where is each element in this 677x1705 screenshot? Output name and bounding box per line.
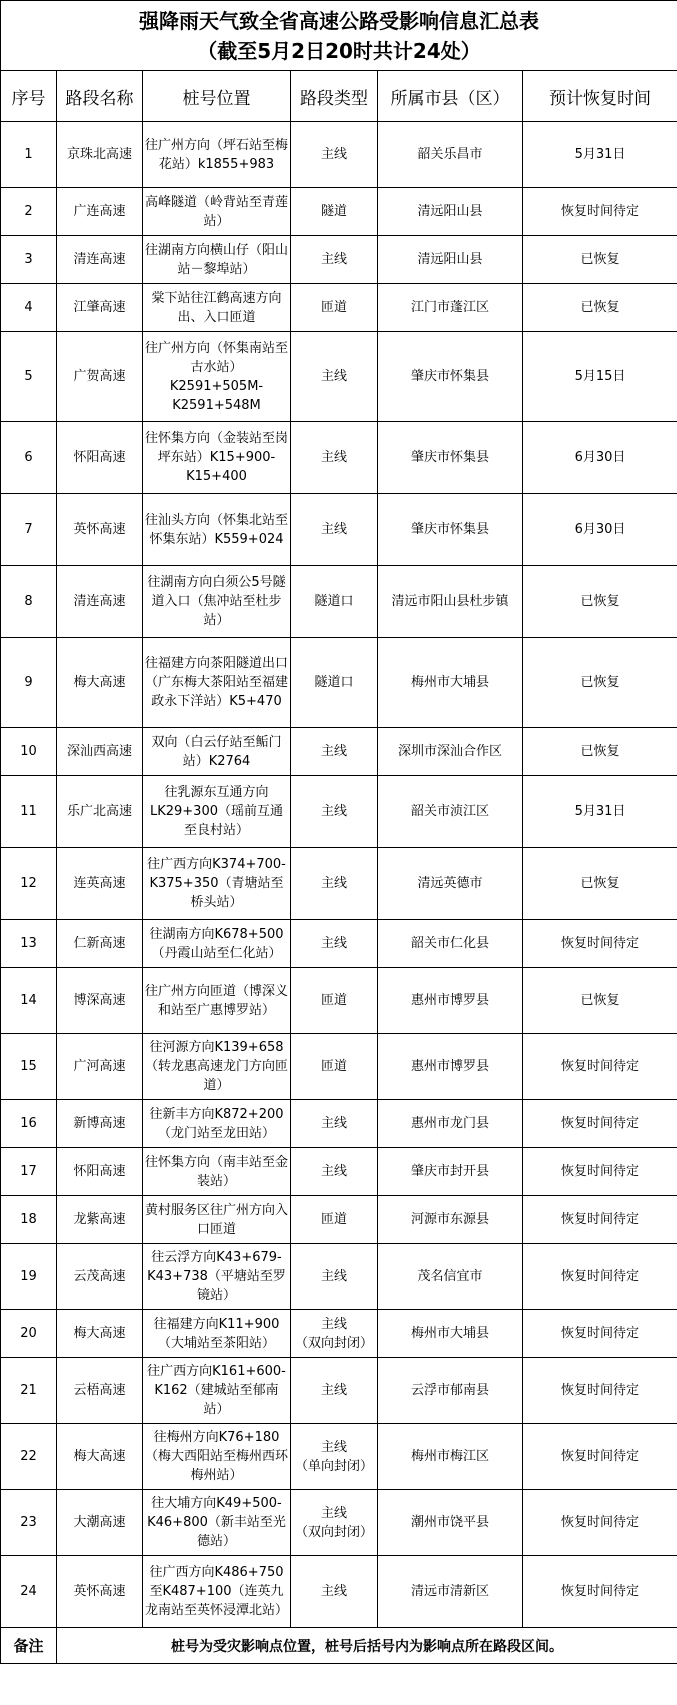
pile-location: 往新丰方向K872+200（龙门站至龙田站） [143,1100,291,1148]
recovery-time: 恢复时间待定 [523,1358,677,1424]
table-row [1,236,677,284]
pile-location: 往湖南方向白须公5号隧道入口（焦冲站至杜步站） [143,566,291,638]
road-type [291,728,378,776]
road-name: 梅大高速 [57,1310,143,1358]
recovery-time: 已恢复 [523,284,677,332]
city-county: 肇庆市怀集县 [378,494,523,566]
road-type-main: 主线 [320,1316,347,1332]
road-type-main: 主线 [320,1439,347,1455]
road-type [291,848,378,920]
row-number: 14 [1,968,57,1034]
road-type [291,1424,378,1490]
recovery-time: 恢复时间待定 [523,188,677,236]
row-number: 9 [1,638,57,728]
city-county: 深圳市深汕合作区 [378,728,523,776]
pile-location: 往怀集方向（南丰站至金装站） [143,1148,291,1196]
road-type-main: 主线 [320,1269,347,1284]
row-number: 8 [1,566,57,638]
road-type-closure: （双向封闭） [294,1524,373,1540]
road-name: 江肇高速 [57,284,143,332]
road-type [291,776,378,848]
recovery-time: 恢复时间待定 [523,1244,677,1310]
recovery-time: 恢复时间待定 [523,1100,677,1148]
city-county: 肇庆市封开县 [378,1148,523,1196]
road-type-main: 主线 [320,1383,347,1398]
city-county: 韶关乐昌市 [378,122,523,188]
row-number: 19 [1,1244,57,1310]
recovery-time: 恢复时间待定 [523,1556,677,1628]
road-type [291,332,378,422]
pile-location: 棠下站往江鹤高速方向出、入口匝道 [143,284,291,332]
road-type-closure: （单向封闭） [294,1458,373,1474]
road-type-main: 主线 [320,804,347,819]
road-type [291,1358,378,1424]
pile-location: 往广西方向K374+700-K375+350（青塘站至桥头站） [143,848,291,920]
row-number: 20 [1,1310,57,1358]
road-type [291,638,378,728]
row-number: 17 [1,1148,57,1196]
road-type-main: 主线 [320,936,347,951]
road-type-main: 主线 [320,369,347,384]
road-type [291,236,378,284]
row-number: 5 [1,332,57,422]
table-row [1,968,677,1034]
road-name: 博深高速 [57,968,143,1034]
pile-location: 往广州方向（怀集南站至古水站）K2591+505M-K2591+548M [143,332,291,422]
table-body [1,122,677,1628]
road-type-main: 主线 [320,147,347,162]
road-name: 大潮高速 [57,1490,143,1556]
road-type [291,566,378,638]
recovery-time: 已恢复 [523,566,677,638]
row-number: 21 [1,1358,57,1424]
recovery-time: 已恢复 [523,728,677,776]
recovery-time: 5月31日 [523,122,677,188]
road-type [291,494,378,566]
header-eta: 预计恢复时间 [523,71,677,122]
road-name: 乐广北高速 [57,776,143,848]
table-row [1,1196,677,1244]
road-type-main: 匝道 [320,300,347,315]
pile-location: 往云浮方向K43+679-K43+738（平塘站至罗镜站） [143,1244,291,1310]
pile-location: 往广州方向（坪石站至梅花站）k1855+983 [143,122,291,188]
footer-label: 备注 [1,1628,57,1664]
table-row [1,1556,677,1628]
city-county: 肇庆市怀集县 [378,422,523,494]
road-type [291,1034,378,1100]
table-row [1,1310,677,1358]
table-title [1,1,677,71]
city-county: 江门市蓬江区 [378,284,523,332]
pile-location: 高峰隧道（岭背站至青莲站） [143,188,291,236]
road-type [291,284,378,332]
table-row [1,1490,677,1556]
row-number: 12 [1,848,57,920]
road-name: 京珠北高速 [57,122,143,188]
table-row [1,776,677,848]
table-row [1,728,677,776]
title-line-2: （截至5月2日20时共计24处） [197,38,481,63]
row-number: 6 [1,422,57,494]
road-name: 怀阳高速 [57,422,143,494]
road-name: 怀阳高速 [57,1148,143,1196]
road-type [291,122,378,188]
pile-location: 往湖南方向横山仔（阳山站－黎埠站） [143,236,291,284]
recovery-time: 恢复时间待定 [523,1196,677,1244]
pile-location: 往广州方向匝道（博深义和站至广惠博罗站） [143,968,291,1034]
road-type [291,1490,378,1556]
header-location: 桩号位置 [143,71,291,122]
recovery-time: 6月30日 [523,494,677,566]
city-county: 潮州市饶平县 [378,1490,523,1556]
city-county: 惠州市龙门县 [378,1100,523,1148]
road-type-main: 主线 [320,1116,347,1131]
recovery-time: 恢复时间待定 [523,1034,677,1100]
table-row [1,422,677,494]
table-row [1,188,677,236]
city-county: 惠州市博罗县 [378,968,523,1034]
row-number: 11 [1,776,57,848]
road-name: 深汕西高速 [57,728,143,776]
road-type-main: 主线 [320,450,347,465]
city-county: 韶关市浈江区 [378,776,523,848]
row-number: 10 [1,728,57,776]
pile-location: 往乳源东互通方向LK29+300（瑶前互通至良村站） [143,776,291,848]
city-county: 河源市东源县 [378,1196,523,1244]
pile-location: 往怀集方向（金装站至岗坪东站）K15+900-K15+400 [143,422,291,494]
table-row [1,1358,677,1424]
road-name: 仁新高速 [57,920,143,968]
row-number: 2 [1,188,57,236]
footer-note: 桩号为受灾影响点位置，桩号后括号内为影响点所在路段区间。 [57,1628,677,1664]
road-type [291,1100,378,1148]
row-number: 1 [1,122,57,188]
road-name: 新博高速 [57,1100,143,1148]
city-county: 清远英德市 [378,848,523,920]
pile-location: 双向（白云仔站至鲘门站）K2764 [143,728,291,776]
road-name: 广贺高速 [57,332,143,422]
pile-location: 往河源方向K139+658（转龙惠高速龙门方向匝道） [143,1034,291,1100]
road-type-main: 主线 [320,522,347,537]
city-county: 惠州市博罗县 [378,1034,523,1100]
pile-location: 黄村服务区往广州方向入口匝道 [143,1196,291,1244]
road-type-closure: （双向封闭） [294,1335,373,1351]
road-type [291,1196,378,1244]
table-row [1,1034,677,1100]
table-row [1,638,677,728]
city-county: 清远市阳山县杜步镇 [378,566,523,638]
recovery-time: 恢复时间待定 [523,1310,677,1358]
road-type [291,968,378,1034]
road-type [291,1148,378,1196]
row-number: 24 [1,1556,57,1628]
city-county: 茂名信宜市 [378,1244,523,1310]
pile-location: 往湖南方向K678+500（丹霞山站至仁化站） [143,920,291,968]
row-number: 13 [1,920,57,968]
header-no: 序号 [1,71,57,122]
row-number: 22 [1,1424,57,1490]
recovery-time: 6月30日 [523,422,677,494]
road-type-main: 匝道 [320,993,347,1008]
pile-location: 往广西方向K161+600-K162（建城站至郁南站） [143,1358,291,1424]
city-county: 清远阳山县 [378,188,523,236]
header-road: 路段名称 [57,71,143,122]
recovery-time: 恢复时间待定 [523,920,677,968]
title-line-1: 强降雨天气致全省高速公路受影响信息汇总表 [139,8,539,33]
table-row [1,494,677,566]
table-row [1,1244,677,1310]
city-county: 肇庆市怀集县 [378,332,523,422]
pile-location: 往大埔方向K49+500-K46+800（新丰站至光德站） [143,1490,291,1556]
city-county: 云浮市郁南县 [378,1358,523,1424]
table-row [1,1100,677,1148]
row-number: 18 [1,1196,57,1244]
road-name: 龙紫高速 [57,1196,143,1244]
header-city: 所属市县（区） [378,71,523,122]
city-county: 梅州市大埔县 [378,1310,523,1358]
pile-location: 往梅州方向K76+180（梅大西阳站至梅州西环梅州站） [143,1424,291,1490]
recovery-time: 已恢复 [523,236,677,284]
road-type [291,1310,378,1358]
footer-row [1,1628,677,1664]
table-row [1,284,677,332]
table-row [1,122,677,188]
recovery-time: 已恢复 [523,638,677,728]
recovery-time: 恢复时间待定 [523,1424,677,1490]
row-number: 16 [1,1100,57,1148]
row-number: 7 [1,494,57,566]
road-type-main: 主线 [320,1584,347,1599]
road-type [291,920,378,968]
road-type-main: 匝道 [320,1212,347,1227]
header-type: 路段类型 [291,71,378,122]
road-name: 清连高速 [57,236,143,284]
road-name: 清连高速 [57,566,143,638]
table-row [1,848,677,920]
road-name: 英怀高速 [57,494,143,566]
table-row [1,566,677,638]
road-type [291,188,378,236]
city-county: 梅州市梅江区 [378,1424,523,1490]
road-type [291,1556,378,1628]
table-row [1,332,677,422]
road-name: 梅大高速 [57,1424,143,1490]
road-name: 英怀高速 [57,1556,143,1628]
road-type-main: 主线 [320,876,347,891]
recovery-time: 5月15日 [523,332,677,422]
table-row [1,920,677,968]
road-name: 云茂高速 [57,1244,143,1310]
road-name: 广连高速 [57,188,143,236]
road-type-main: 隧道口 [314,675,354,690]
road-type-main: 隧道口 [314,594,354,609]
road-type-main: 主线 [320,1164,347,1179]
city-county: 韶关市仁化县 [378,920,523,968]
city-county: 清远市清新区 [378,1556,523,1628]
road-name: 广河高速 [57,1034,143,1100]
recovery-time: 已恢复 [523,848,677,920]
road-type-main: 匝道 [320,1059,347,1074]
pile-location: 往福建方向K11+900（大埔站至茶阳站） [143,1310,291,1358]
header-row [1,71,677,122]
road-type-main: 隧道 [320,204,347,219]
recovery-time: 已恢复 [523,968,677,1034]
pile-location: 往福建方向茶阳隧道出口（广东梅大茶阳站至福建政永下洋站）K5+470 [143,638,291,728]
road-name: 云梧高速 [57,1358,143,1424]
road-type-main: 主线 [320,744,347,759]
city-county: 清远阳山县 [378,236,523,284]
road-type [291,1244,378,1310]
road-type-main: 主线 [320,252,347,267]
pile-location: 往广西方向K486+750至K487+100（连英九龙南站至英怀浸潭北站） [143,1556,291,1628]
road-type-main: 主线 [320,1505,347,1521]
road-name: 梅大高速 [57,638,143,728]
row-number: 4 [1,284,57,332]
road-type [291,422,378,494]
recovery-time: 5月31日 [523,776,677,848]
city-county: 梅州市大埔县 [378,638,523,728]
road-name: 连英高速 [57,848,143,920]
table-row [1,1148,677,1196]
recovery-time: 恢复时间待定 [523,1148,677,1196]
table-row [1,1424,677,1490]
pile-location: 往汕头方向（怀集北站至怀集东站）K559+024 [143,494,291,566]
row-number: 23 [1,1490,57,1556]
row-number: 15 [1,1034,57,1100]
row-number: 3 [1,236,57,284]
recovery-time: 恢复时间待定 [523,1490,677,1556]
